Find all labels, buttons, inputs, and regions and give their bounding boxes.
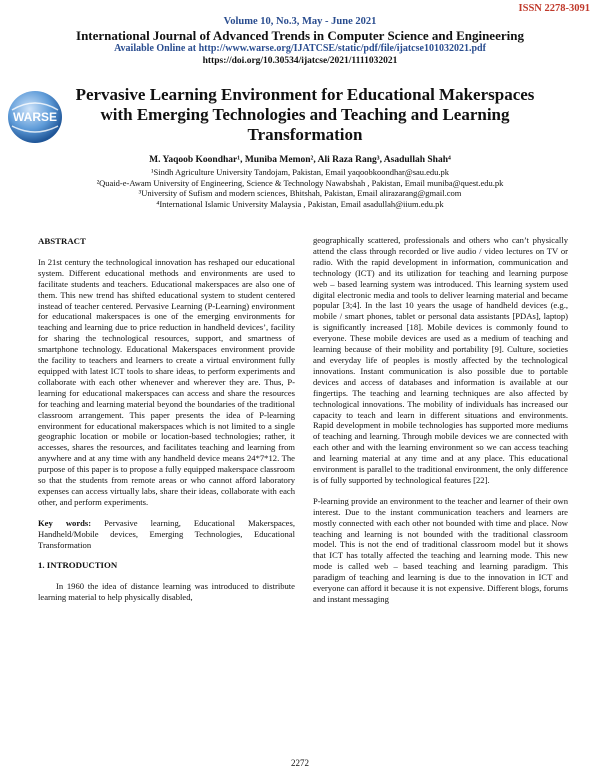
journal-title: International Journal of Advanced Trends in Computer Science and Engineering	[76, 28, 524, 43]
keywords-label: Key words:	[38, 517, 92, 528]
author-list: M. Yaqoob Koondhar¹, Muniba Memon², Ali Raza Rang³, Asadullah Shah⁴	[149, 155, 451, 165]
logo-text: WARSE	[12, 110, 58, 124]
p-learning-paragraph: P-learning provide an environment to the teacher and learner of their own interest. Due to the instant communication teachers and learners are mostly connected with each other not bounded with time and place. Now teaching and learning is not bounded with the traditional classroom model. This is not the end of traditional classroom model but it shows that ICT has totally affected the teaching and learning mode. This new mode is called web – based teaching and learning paradigm. This paradigm of teaching and learning is due to the innovation in ICT and everyone can afford it because it is not expensive. Different blogs, forums and instant messaging	[313, 495, 568, 604]
volume-line: Volume 10, No.3, May - June 2021	[223, 16, 377, 27]
doi-link[interactable]: https://doi.org/10.30534/ijatcse/2021/1111032021	[202, 56, 398, 66]
affiliation-1: ¹Sindh Agriculture University Tandojam, Pakistan, Email yaqoobkoondhar@sau.edu.pk	[150, 167, 450, 177]
paper-title: Pervasive Learning Environment for Educational Makerspaces with Emerging Technologies and Teaching and Learning Transformation	[75, 85, 535, 144]
left-column	[38, 232, 295, 613]
intro-continued-paragraph: geographically scattered, professionals and others who can’t physically attend the class through recorded or live audio / video lectures on TV or radio. With the rapid development in information, communication and technology (ICT) and its utilization for teaching and learning purpose web – based learning system was introduced. This learning system used digital electronic media and tools to deliver learning material and became popular [3;4]. In the last 10 years the usage of handheld devices (e.g., mobile / smart phones, tablet or personal data assistants [PDAs], laptop) is significantly increased [18]. Mobile devices is commonly found to everyone. These mobile devices are used as a medium of teaching and learning because of their mobility and portability [9]. Culture, societies and everyday life of peoples is mostly affected by the technological innovations. Instant communication is also possible due to portable devices and access of databases and information is available at our fingertips. The teaching and learning techniques are also affected by technological innovations. The mobility of individuals has increased our capacity to teach and learn in different situations and environments. Rapid development in mobile technologies has supported more mediums of teaching and learning. Through mobile devices we are connected with each other and with the learning environment so we can access teaching and learning material at any time and at any place. This educational environment is parallel to the traditional environment, the only difference is of fully supported by technological features [22].	[313, 235, 568, 485]
introduction-text: In 1960 the idea of distance learning was introduced to distribute learning material to help physically disabled,	[38, 581, 295, 603]
warse-logo-icon	[4, 88, 66, 146]
affiliation-2: ²Quaid-e-Awam University of Engineering, Science & Technology Nawabshah , Pakistan, Email muniba@quest.edu.pk	[96, 177, 504, 188]
keywords	[38, 518, 295, 551]
journal-header	[0, 16, 600, 67]
right-column	[313, 235, 568, 615]
issn-label: ISSN 2278-3091	[518, 3, 590, 14]
keywords-text: Pervasive learning, Educational Makerspaces, Handheld/Mobile devices, Emerging Technologies, Educational Transformation	[38, 517, 295, 550]
abstract-heading: ABSTRACT	[38, 236, 86, 246]
abstract-text: In 21st century the technological innovation has reshaped our educational system. Different educational methods and environments are used to facilitate students and teachers. Educational makerspaces are also one of them. This new trend has shifted educational system to student centered instead of teacher centered. Pervasive Learning (P-Learning) environment for educational makerspaces is one of the emerging environments for teaching and learning due to price reduction in handheld devices’, facility for sharing the technological resources, support, and smartness of smartphone technology. Educational Makerspaces environment provide the facility to teachers and learners to create a virtual environment fully equipped with latest ICT tools to share ideas, to perform experiments and collaborate with each other whenever and wherever they are. Thus, P-learning for educational makerspaces can access and share the resources for teaching and learning material beyond the boundaries of the traditional classroom arrangement. This paper presents the idea of P-learning environment for educational makerspaces which is not limited to a single geographic location or mobile or location-based technologies; rather, it accesses, shares the resources, and facilitates teaching and learning from anywhere and at any time with any handheld device means 24*7*12. The purpose of this paper is to propose a fully equipped makerspace classroom so that the students from remote areas or who cannot afford laboratory expenses can access virtually labs, share their ideas, collaborate with each other, and perform experiments.	[38, 256, 295, 507]
affiliation-3: ³University of Sufism and modern sciences, Bhitshah, Pakistan, Email alirazarang@gmail.com	[138, 188, 462, 198]
affiliations	[20, 167, 580, 209]
availability-link[interactable]: Available Online at http://www.warse.org/IJATCSE/static/pdf/file/ijatcse101032021.pdf	[114, 43, 486, 54]
introduction-heading: 1. INTRODUCTION	[38, 560, 118, 571]
affiliation-4: ⁴International Islamic University Malaysia , Pakistan, Email asadullah@iium.edu.pk	[156, 198, 444, 209]
page-number: 2272	[291, 758, 309, 768]
